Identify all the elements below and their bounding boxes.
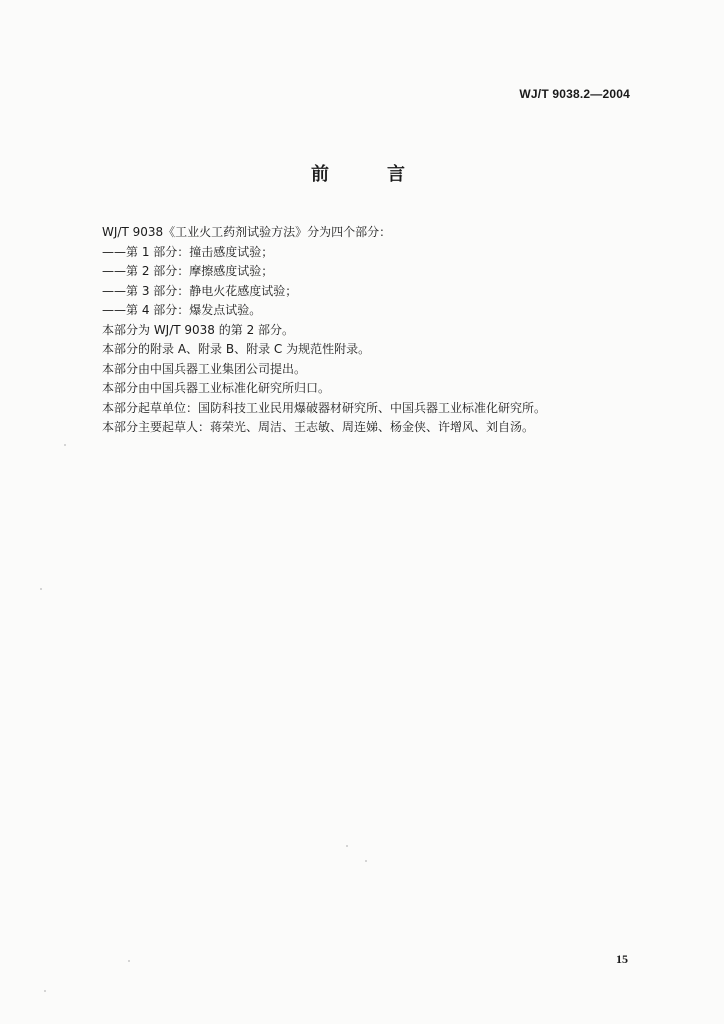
foreword-body: [102, 223, 662, 438]
drafters-line: 本部分主要起草人：蒋荣光、周洁、王志敏、周连娣、杨金侠、许增风、刘自汤。: [102, 420, 535, 434]
scan-speck: [64, 444, 66, 446]
part-4-line: ——第 4 部分：爆发点试验。: [102, 303, 262, 317]
annex-line: 本部分的附录 A、附录 B、附录 C 为规范性附录。: [102, 342, 371, 356]
proposed-by-line: 本部分由中国兵器工业集团公司提出。: [102, 361, 307, 376]
page-title: 前 言: [311, 164, 425, 185]
drafting-units-line: 本部分起草单位：国防科技工业民用爆破器材研究所、中国兵器工业标准化研究所。: [102, 400, 547, 415]
document-code: WJ/T 9038.2—2004: [519, 87, 630, 101]
scan-speck: [128, 960, 130, 962]
this-part-line: 本部分为 WJ/T 9038 的第 2 部分。: [102, 322, 295, 337]
centralized-by-line: 本部分由中国兵器工业标准化研究所归口。: [102, 381, 331, 395]
page-number: 15: [616, 952, 628, 966]
scan-speck: [365, 860, 367, 862]
part-1-line: ——第 1 部分：撞击感度试验；: [102, 244, 274, 259]
intro-line: WJ/T 9038《工业火工药剂试验方法》分为四个部分：: [102, 225, 392, 239]
part-2-line: ——第 2 部分：摩擦感度试验；: [102, 264, 274, 278]
scan-speck: [40, 588, 42, 590]
scan-speck: [44, 990, 46, 992]
scan-speck: [346, 845, 348, 847]
part-3-line: ——第 3 部分：静电火花感度试验；: [102, 283, 298, 298]
